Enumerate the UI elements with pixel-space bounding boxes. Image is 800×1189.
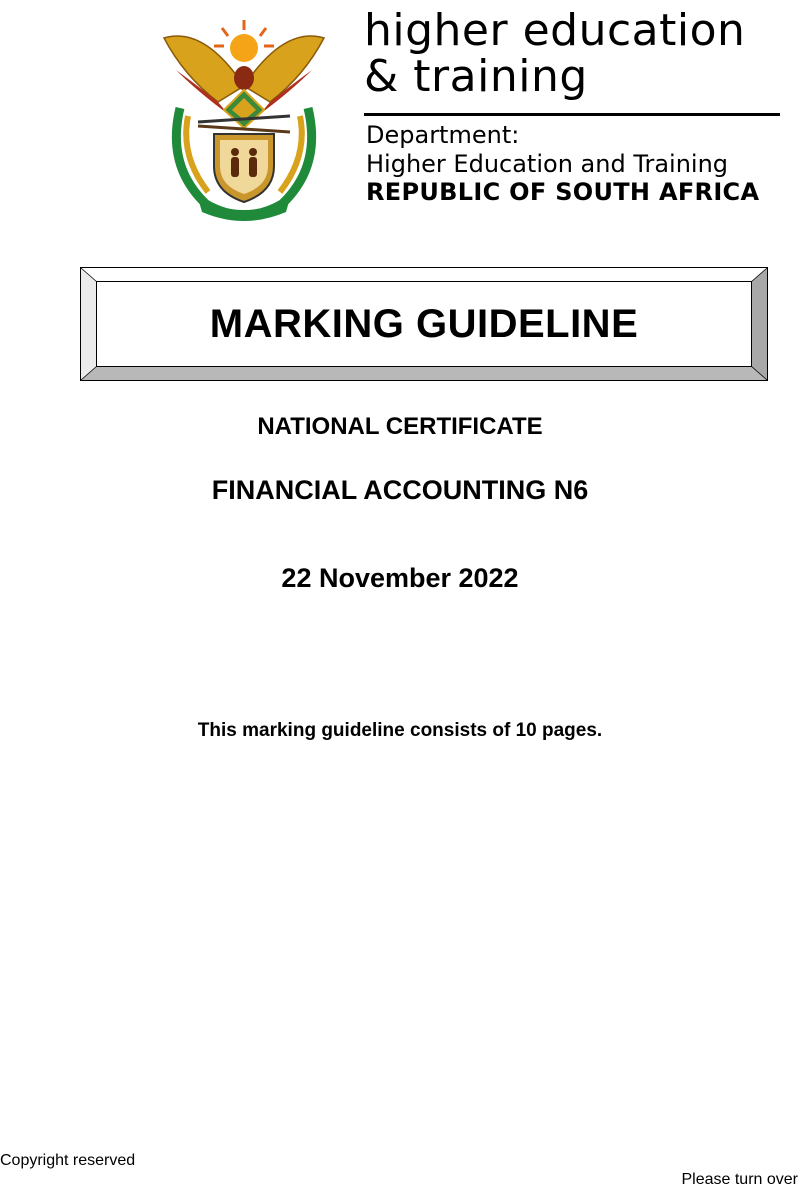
document-title: MARKING GUIDELINE	[209, 301, 639, 346]
brand-line-1: higher education	[364, 5, 746, 56]
department-name: Higher Education and Training	[366, 150, 729, 178]
subject-name: FINANCIAL ACCOUNTING N6	[211, 475, 589, 505]
department-label: Department:	[366, 121, 520, 149]
brand-line-2: & training	[364, 51, 588, 102]
turn-over-note: Please turn over	[681, 1171, 798, 1188]
exam-date: 22 November 2022	[281, 563, 519, 593]
brand-divider	[364, 113, 780, 116]
copyright-notice: Copyright reserved	[0, 1152, 136, 1169]
coat-of-arms-logo	[158, 16, 330, 224]
country-name: REPUBLIC OF SOUTH AFRICA	[366, 178, 760, 206]
page-count-note: This marking guideline consists of 10 pages.	[197, 720, 603, 741]
brand-wordmark	[364, 5, 746, 102]
certificate-name: NATIONAL CERTIFICATE	[257, 413, 543, 440]
